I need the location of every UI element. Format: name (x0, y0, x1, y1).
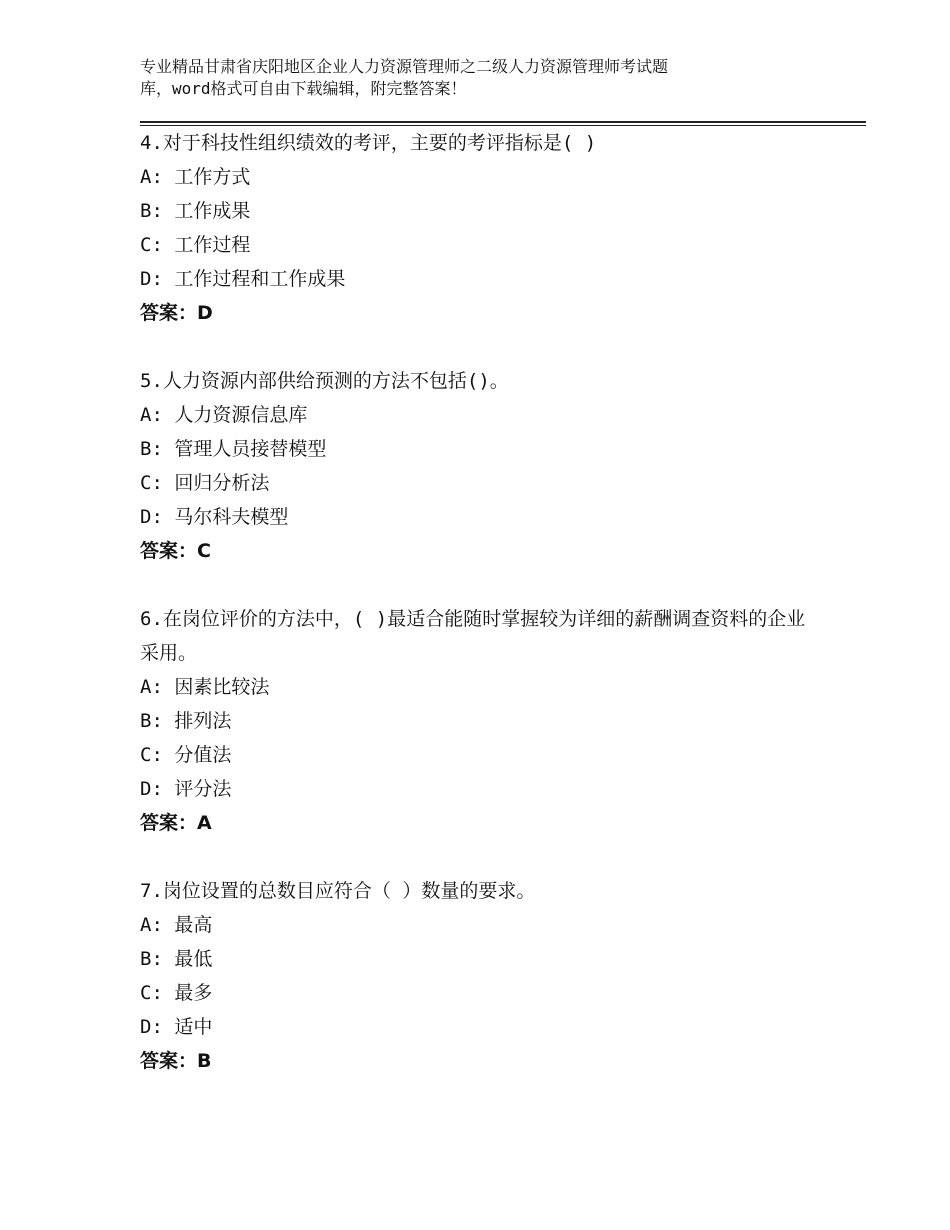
option-b: B: 最低 (140, 948, 213, 970)
header-divider-thick (140, 121, 866, 123)
question-5 (140, 364, 820, 568)
question-7 (140, 874, 820, 1078)
question-6 (140, 602, 820, 840)
option-c: C: 最多 (140, 982, 213, 1004)
question-text: 5.人力资源内部供给预测的方法不包括()。 (140, 370, 509, 392)
question-list (140, 126, 820, 1112)
question-4 (140, 126, 820, 330)
option-c: C: 回归分析法 (140, 472, 270, 494)
answer-label: 答案：A (140, 812, 212, 834)
answer-label: 答案：D (140, 302, 213, 324)
question-text: 6.在岗位评价的方法中，( )最适合能随时掌握较为详细的薪酬调查资料的企业采用。 (140, 608, 806, 664)
option-d: D: 工作过程和工作成果 (140, 268, 346, 290)
option-a: A: 最高 (140, 914, 213, 936)
answer-label: 答案：C (140, 540, 211, 562)
option-d: D: 评分法 (140, 778, 232, 800)
option-c: C: 工作过程 (140, 234, 251, 256)
option-c: C: 分值法 (140, 744, 232, 766)
option-a: A: 工作方式 (140, 166, 251, 188)
option-d: D: 适中 (140, 1016, 213, 1038)
header-title-line-2: 库，word格式可自由下载编辑，附完整答案！ (140, 79, 467, 98)
header-title-line-1: 专业精品甘肃省庆阳地区企业人力资源管理师之二级人力资源管理师考试题 (140, 57, 669, 76)
question-text: 4.对于科技性组织绩效的考评，主要的考评指标是( ) (140, 132, 597, 154)
answer-label: 答案：B (140, 1050, 212, 1072)
question-text: 7.岗位设置的总数目应符合（ ）数量的要求。 (140, 880, 536, 902)
document-header (140, 56, 790, 100)
option-b: B: 管理人员接替模型 (140, 438, 327, 460)
option-d: D: 马尔科夫模型 (140, 506, 289, 528)
option-b: B: 工作成果 (140, 200, 251, 222)
option-a: A: 人力资源信息库 (140, 404, 308, 426)
option-a: A: 因素比较法 (140, 676, 270, 698)
option-b: B: 排列法 (140, 710, 232, 732)
